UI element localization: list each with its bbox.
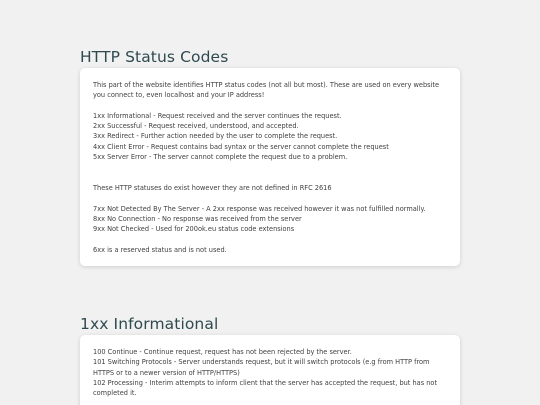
- class-3xx: 3xx Redirect - Further action needed by the user to complete the request.: [93, 132, 338, 141]
- reserved-note: 6xx is a reserved status and is not used.: [93, 245, 227, 254]
- extra-7xx: 7xx Not Detected By The Server - A 2xx response was received however it was not fulfilled normally.: [93, 204, 426, 213]
- section-title-1xx: 1xx Informational: [80, 315, 219, 333]
- class-5xx: 5xx Server Error - The server cannot complete the request due to a problem.: [93, 153, 348, 162]
- extra-8xx: 8xx No Connection - No response was received from the server: [93, 214, 302, 223]
- status-101: 101 Switching Protocols - Server understands request, but it will switch protocols (e.g from HTTP from HTTPS or to a newer version of HTTP/HTTPS): [93, 358, 430, 377]
- status-100: 100 Continue - Continue request, request has not been rejected by the server.: [93, 348, 352, 356]
- intro-text: This part of the website identifies HTTP status codes (not all but most). These are used on every website you connect to, even localhost and your IP address!: [93, 81, 440, 100]
- class-4xx: 4xx Client Error - Request contains bad syntax or the server cannot complete the request: [93, 142, 389, 151]
- status-102: 102 Processing - Interim attempts to inform client that the server has accepted the request, but has not completed it.: [93, 378, 438, 398]
- class-1xx: 1xx Informational - Request received and the server continues the request.: [93, 111, 342, 120]
- informational-card: [80, 335, 460, 405]
- extra-9xx: 9xx Not Checked - Used for 200ok.eu status code extensions: [93, 225, 295, 234]
- class-2xx: 2xx Successful - Request received, understood, and accepted.: [93, 122, 299, 131]
- section-title-status-codes: HTTP Status Codes: [80, 48, 229, 66]
- status-codes-card: [80, 68, 460, 266]
- extra-intro-text: These HTTP statuses do exist however they are not defined in RFC 2616: [93, 183, 332, 192]
